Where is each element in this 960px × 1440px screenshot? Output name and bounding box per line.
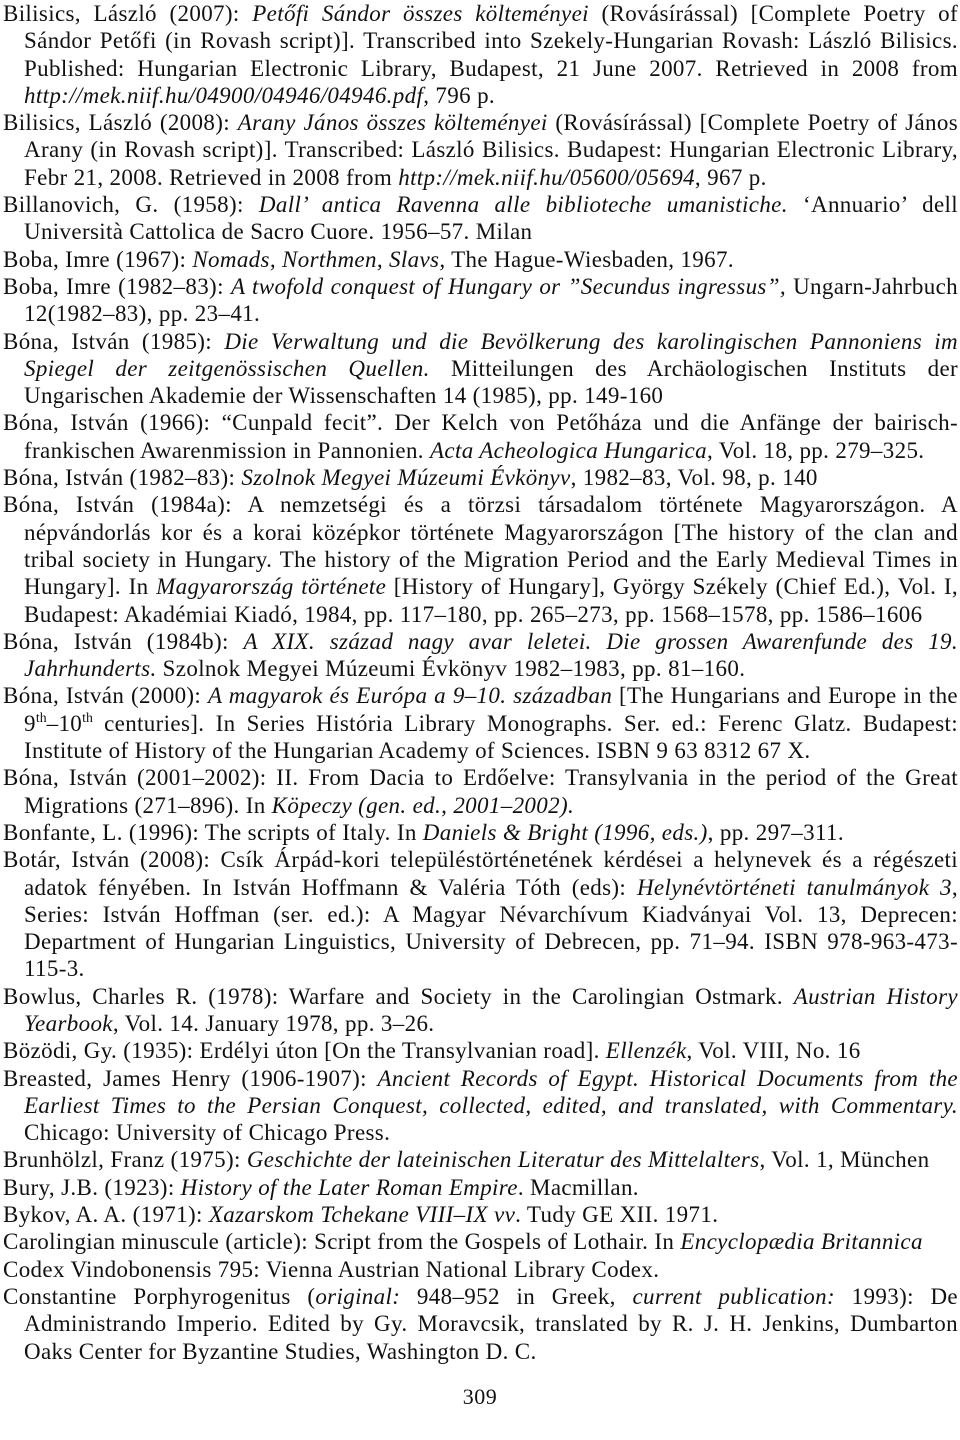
entry-line (3, 218, 958, 245)
entry-italic-text: Dall’ antica Ravenna alle biblioteche umanistiche. (258, 192, 788, 218)
entry-italic-text: current publication: (632, 1283, 836, 1309)
entry-line (3, 1092, 958, 1119)
entry-text: Bóna, István (1984b): (3, 628, 244, 654)
entry-text: , 967 p. (694, 164, 767, 190)
entry-italic-text: Petőfi Sándor összes költeményei (252, 1, 589, 26)
entry-line (3, 27, 958, 54)
entry-text: Università Cattolica de Sacro Cuore. 1956–57. Milan (24, 219, 533, 245)
entry-italic-text: http://mek.niif.hu/05600/05694 (398, 164, 695, 190)
entry-text: Bury, J.B. (1923): (3, 1174, 181, 1200)
entry-line (3, 737, 958, 764)
entry-text: centuries]. In Series História Library Monographs. Ser. ed.: Ferenc Glatz. Budapest: (92, 710, 958, 736)
entry-italic-text: original: (315, 1283, 401, 1309)
entry-text: Sándor Petőfi (in Rovash script)]. Transcribed into Szekely-Hungarian Rovash: László Bilisics. (24, 28, 958, 54)
entry-italic-text: Acta Acheologica Hungarica (430, 437, 707, 463)
bibliography-entry (3, 328, 958, 410)
entry-italic-text: Szolnok Megyei Múzeumi Évkönyv (241, 465, 571, 491)
bibliography-entry (3, 191, 958, 246)
entry-text: , 796 p. (423, 82, 496, 108)
entry-text: , Vol. 18, pp. 279–325. (706, 437, 925, 463)
entry-text: 1993): De (835, 1283, 958, 1309)
entry-text: Mitteilungen des Archäologischen Instituts der (429, 355, 959, 381)
entry-line (3, 55, 958, 82)
bibliography-entry (3, 764, 958, 819)
entry-italic-text: Earliest Times to the Persian Conquest, collected, edited, and translated, with Commentary. (24, 1092, 958, 1118)
entry-text: Codex Vindobonensis 795: Vienna Austrian National Library Codex. (3, 1256, 660, 1282)
entry-text: 9 (24, 710, 36, 736)
entry-line (3, 928, 958, 955)
entry-italic-text: Jahrhunderts. (24, 656, 157, 682)
entry-line (3, 1201, 958, 1228)
entry-line (3, 300, 958, 327)
entry-text: Bóna, István (2001–2002): II. From Dacia to Erdőelve: Transylvania in the period of the Great (3, 765, 958, 791)
bibliography-entry (3, 0, 958, 109)
entry-italic-text: Austrian History (793, 983, 958, 1009)
entry-text: Ungarn-Jahrbuch (785, 273, 958, 299)
entry-line (3, 983, 958, 1010)
entry-italic-text: Spiegel der zeitgenössischen Quellen. (24, 355, 430, 381)
entry-line (3, 328, 958, 355)
entry-text: Ungarischen Akademie der Wissenschaften 14 (1985), pp. 149-160 (24, 383, 664, 409)
entry-text: Hungary]. In (24, 574, 157, 600)
entry-line (3, 1283, 958, 1310)
entry-text: Bóna, István (1985): (3, 328, 225, 354)
bibliography-entry (3, 983, 958, 1038)
entry-text: adatok fényében. In István Hoffmann & Valéria Tóth (eds): (24, 874, 637, 900)
entry-text: Chicago: University of Chicago Press. (24, 1120, 391, 1146)
entry-italic-text: A magyarok és Európa a 9–10. században (208, 683, 613, 709)
bibliography-entry (3, 628, 958, 683)
entry-italic-text: Geschichte der lateinischen Literatur des Mittelalters (246, 1147, 760, 1173)
entry-text: Migrations (271–896). In (24, 792, 272, 818)
entry-text: ‘Annuario’ dell (787, 192, 958, 218)
entry-text: Bóna, István (1984a): A nemzetségi és a törzsi társadalom története Magyarországon. A (3, 492, 958, 518)
entry-line (3, 164, 958, 191)
entry-text: tribal society in Hungary. The history of the Migration Period and the Early Medieval Times in (24, 546, 958, 572)
entry-italic-text: Ancient Records of Egypt. Historical Documents from the (377, 1065, 958, 1091)
entry-text: népvándorlás kor és a korai középkor története Magyarországon [The history of the clan and (24, 519, 958, 545)
entry-line (3, 191, 958, 218)
entry-line (3, 1310, 958, 1337)
entry-text: Administrando Imperio. Edited by Gy. Moravcsik, translated by R. J. H. Jenkins, Dumbarton (24, 1311, 958, 1337)
entry-line (3, 273, 958, 300)
entry-text: Billanovich, G. (1958): (3, 192, 259, 218)
entry-line (3, 764, 958, 791)
entry-italic-text: Ellenzék (605, 1038, 687, 1064)
bibliography-entry (3, 246, 958, 273)
entry-line (3, 1119, 958, 1146)
entry-text: Bóna, István (2000): (3, 683, 208, 709)
entry-line (3, 655, 958, 682)
entry-text: Bykov, A. A. (1971): (3, 1202, 209, 1228)
bibliography-entry (3, 1228, 958, 1255)
entry-text: , Vol. 14. January 1978, pp. 3–26. (112, 1010, 435, 1036)
entry-text: Constantine Porphyrogenitus ( (3, 1283, 316, 1309)
entry-text: Carolingian minuscule (article): Script from the Gospels of Lothair. In (3, 1229, 681, 1255)
entry-text: Oaks Center for Byzantine Studies, Washington D. C. (24, 1338, 537, 1364)
bibliography-entry (3, 819, 958, 846)
entry-text: Budapest: Akadémiai Kiadó, 1984, pp. 117–180, pp. 265–273, pp. 1568–1578, pp. 1586–1606 (24, 601, 923, 627)
entry-italic-text: Daniels & Bright (1996, eds.) (422, 819, 708, 845)
entry-line (3, 1228, 958, 1255)
entry-line (3, 1037, 958, 1064)
ordinal-suffix: th (35, 710, 47, 726)
bibliography-entry (3, 846, 958, 982)
entry-text: , pp. 297–311. (707, 819, 844, 845)
entry-line (3, 846, 958, 873)
entry-italic-text: Helynévtörténeti tanulmányok 3 (636, 874, 952, 900)
entry-line (3, 1338, 958, 1365)
entry-text: Brunhölzl, Franz (1975): (3, 1147, 247, 1173)
entry-text: Bözödi, Gy. (1935): Erdélyi úton [On the Transylvanian road]. (3, 1038, 606, 1064)
bibliography-entry (3, 682, 958, 764)
bibliography-entry (3, 109, 958, 191)
entry-line (3, 82, 958, 109)
bibliography-entry (3, 1256, 958, 1283)
entry-line (3, 437, 958, 464)
entry-line (3, 601, 958, 628)
entry-text: Published: Hungarian Electronic Library, Budapest, 21 June 2007. Retrieved in 2008 from (24, 55, 958, 81)
bibliography-entry (3, 1037, 958, 1064)
ordinal-suffix: th (82, 710, 93, 726)
bibliography-entry (3, 1146, 958, 1173)
entry-line (3, 409, 958, 436)
entry-line (3, 792, 958, 819)
entry-line (3, 682, 958, 709)
bibliography-entry (3, 1174, 958, 1201)
entry-line (3, 901, 958, 928)
entry-text: Department of Hungarian Linguistics, University of Debrecen, pp. 71–94. ISBN 978-963-473- (24, 929, 958, 955)
entry-text: , (951, 874, 958, 900)
entry-line (3, 355, 958, 382)
entry-italic-text: Xazarskom Tchekane VIII–IX vv (208, 1202, 516, 1228)
entry-italic-text: http://mek.niif.hu/04900/04946/04946.pdf (24, 82, 424, 108)
entry-text: (Rovásírással) [Complete Poetry of (588, 1, 958, 26)
bibliography-entry (3, 409, 958, 464)
entry-text: Bóna, István (1966): “Cunpald fecit”. Der Kelch von Petőháza und die Anfänge der bairisch- (3, 410, 958, 436)
entry-line (3, 109, 958, 136)
entry-italic-text: Yearbook (24, 1010, 113, 1036)
entry-text: Series: István Hoffman (ser. ed.): A Magyar Névarchívum Kiadványai Vol. 13, Deprecen: (24, 901, 958, 927)
entry-italic-text: Köpeczy (gen. ed., 2001–2002). (271, 792, 575, 818)
entry-text: [History of Hungary], György Székely (Chief Ed.), Vol. I, (386, 574, 958, 600)
entry-text: 115-3. (24, 956, 85, 982)
entry-line (3, 0, 958, 27)
entry-line (3, 1065, 958, 1092)
entry-text: (Rovásírással) [Complete Poetry of János (547, 110, 958, 136)
entry-line (3, 628, 958, 655)
entry-line (3, 1174, 958, 1201)
entry-text: 948–952 in Greek, (400, 1283, 633, 1309)
bibliography-entry (3, 1283, 958, 1365)
entry-line (3, 819, 958, 846)
entry-line (3, 136, 958, 163)
entry-italic-text: Arany János összes költeményei (237, 110, 548, 136)
entry-line (3, 246, 958, 273)
bibliography-entry (3, 1201, 958, 1228)
entry-text: Bóna, István (1982–83): (3, 465, 242, 491)
entry-line (3, 1256, 958, 1283)
entry-text: . Tudy GE XII. 1971. (515, 1202, 719, 1228)
entry-text: , 1982–83, Vol. 98, p. 140 (570, 465, 818, 491)
entry-text: 12(1982–83), pp. 23–41. (24, 301, 261, 327)
entry-text: Bowlus, Charles R. (1978): Warfare and Society in the Carolingian Ostmark. (3, 983, 794, 1009)
entry-text: Bilisics, László (2008): (3, 110, 238, 136)
entry-text: The Hague-Wiesbaden, 1967. (445, 246, 734, 272)
entry-italic-text: A XIX. század nagy avar leletei. Die grossen Awarenfunde des 19. (243, 628, 958, 654)
bibliography-entry (3, 491, 958, 627)
entry-line (3, 546, 958, 573)
entry-text: Bonfante, L. (1996): The scripts of Italy. In (3, 819, 423, 845)
entry-text: Bilisics, László (2007): (3, 1, 253, 26)
entry-line (3, 955, 958, 982)
entry-italic-text: Nomads, Northmen, Slavs, (192, 246, 446, 272)
entry-text: Boba, Imre (1967): (3, 246, 193, 272)
entry-text: , Vol. VIII, No. 16 (686, 1038, 861, 1064)
entry-text: Breasted, James Henry (1906-1907): (3, 1065, 378, 1091)
entry-line (3, 1146, 958, 1173)
entry-text: Szolnok Megyei Múzeumi Évkönyv 1982–1983, pp. 81–160. (156, 656, 746, 682)
entry-line (3, 464, 958, 491)
entry-text: . Macmillan. (517, 1174, 639, 1200)
entry-line (3, 382, 958, 409)
entry-text: Institute of History of the Hungarian Academy of Sciences. ISBN 9 63 8312 67 X. (24, 738, 811, 764)
entry-line (3, 519, 958, 546)
bibliography-entry (3, 1065, 958, 1147)
entry-italic-text: A twofold conquest of Hungary or ”Secundus ingressus”, (230, 273, 786, 299)
entry-italic-text: Encyclopædia Britannica (680, 1229, 923, 1255)
entry-text: frankischen Awarenmission in Pannonien. (24, 437, 431, 463)
entry-line (3, 874, 958, 901)
entry-text: , Vol. 1, München (759, 1147, 930, 1173)
entry-line (3, 1010, 958, 1037)
entry-italic-text: Die Verwaltung und die Bevölkerung des karolingischen Pannoniens im (224, 328, 958, 354)
bibliography-entry (3, 273, 958, 328)
entry-text: Febr 21, 2008. Retrieved in 2008 from (24, 164, 399, 190)
entry-italic-text: History of the Later Roman Empire (180, 1174, 518, 1200)
entry-line (3, 573, 958, 600)
bibliography-entry (3, 464, 958, 491)
bibliography-list (3, 0, 958, 1365)
entry-line (3, 491, 958, 518)
entry-text: [The Hungarians and Europe in the (612, 683, 958, 709)
entry-line (3, 710, 958, 737)
entry-text: Arany (in Rovash script)]. Transcribed: László Bilisics. Budapest: Hungarian Electronic Library, (24, 137, 958, 163)
entry-text: Botár, István (2008): Csík Árpád-kori településtörténetének kérdései a helynevek és a régészeti (3, 847, 958, 873)
entry-text: Boba, Imre (1982–83): (3, 273, 231, 299)
entry-text: –10 (46, 710, 83, 736)
entry-italic-text: Magyarország története (156, 574, 387, 600)
page-number: 309 (462, 1384, 498, 1409)
